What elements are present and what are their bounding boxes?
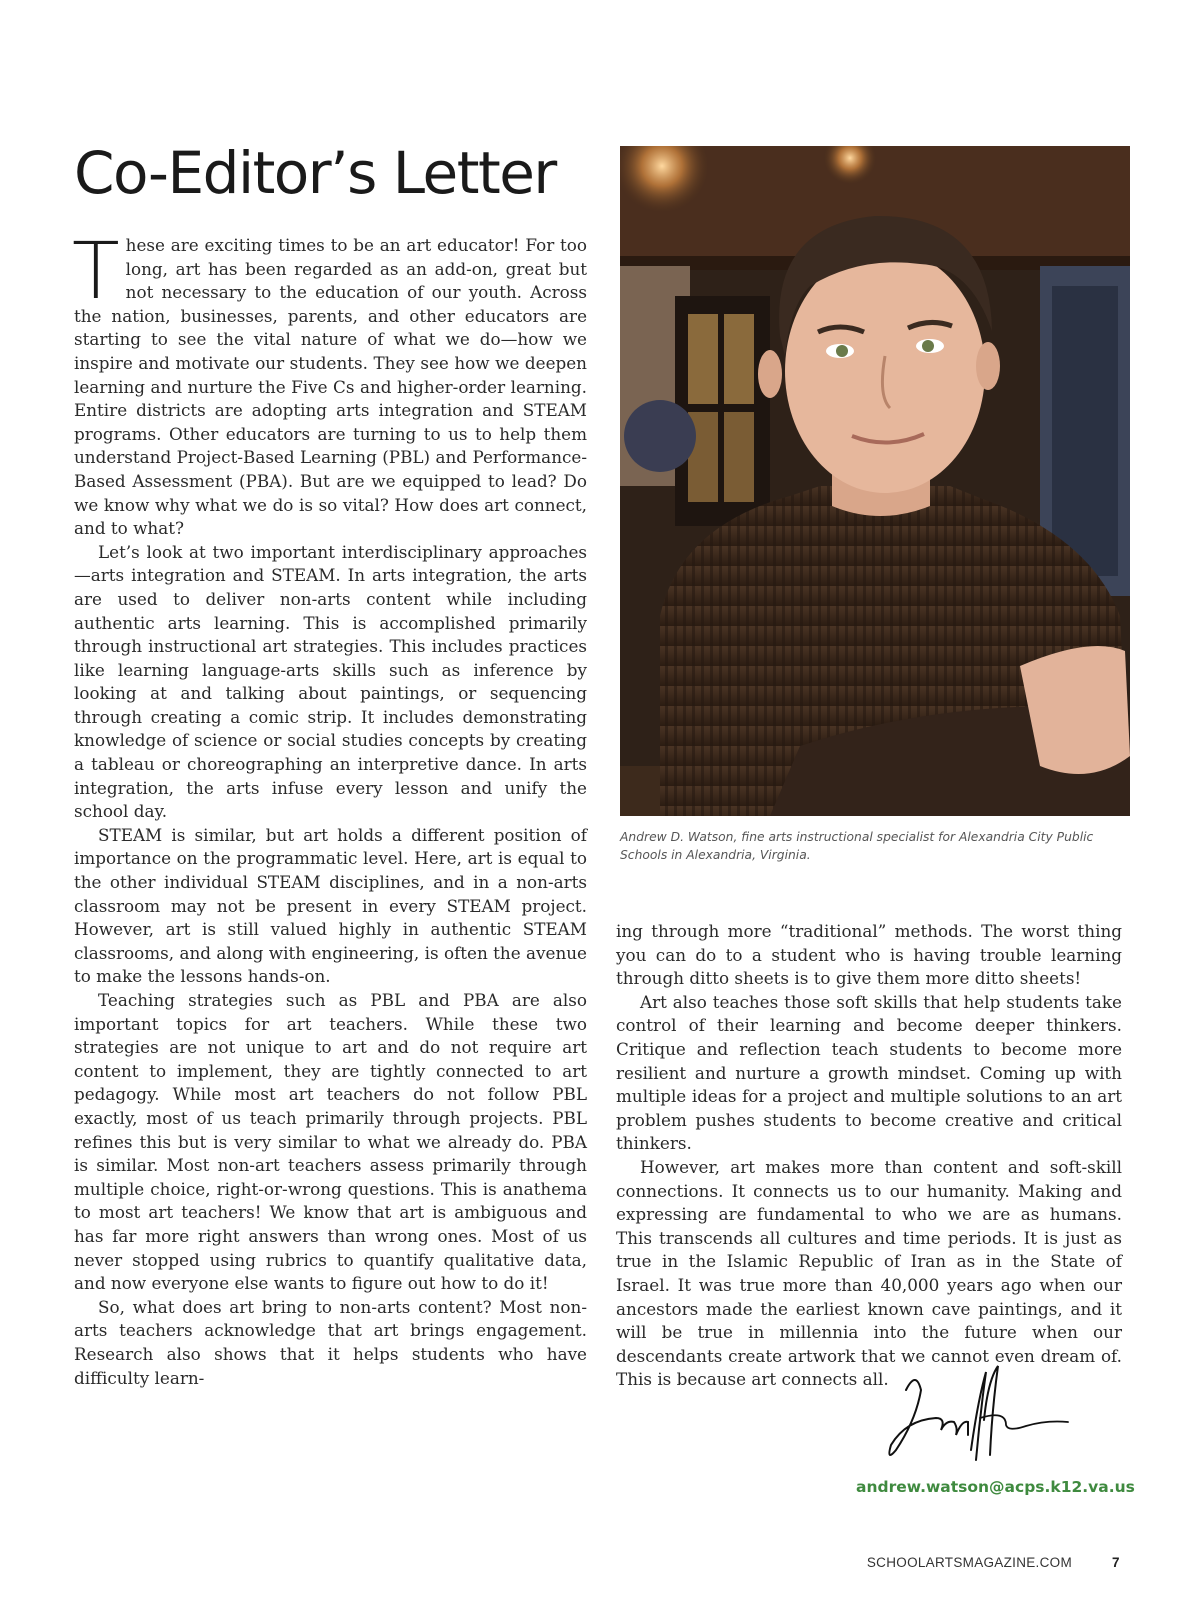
article-column-right bbox=[616, 920, 1122, 1392]
article-paragraph: ing through more “traditional” methods. The worst thing you can do to a student who is having trouble learning through ditto sheets is to give them more ditto sheets! bbox=[616, 921, 1122, 989]
article-paragraph: However, art makes more than content and soft-skill connections. It connects us to our humanity. Making and expressing are fundamental to who we are as humans. This transcends all cultures and time periods. It is just as true in the Islamic Republic of Iran as in the State of Israel. It was true more than 40,000 years ago when our ancestors made the earliest known cave paintings, and it will be true in millennia into the future when our descendants create artwork that we cannot even dream of. This is because art connects all. bbox=[616, 1156, 1122, 1390]
footer-website: SCHOOLARTSMAGAZINE.COM bbox=[866, 1555, 1072, 1570]
signature bbox=[876, 1360, 1076, 1470]
article-paragraph bbox=[72, 227, 587, 541]
photo-caption: Andrew D. Watson, fine arts instructional specialist for Alexandria City Public Schools in Alexandria, Virginia. bbox=[620, 830, 1094, 862]
author-photo bbox=[620, 146, 1130, 816]
paragraph-text: hese are exciting times to be an art educator! For too long, art has been regarded as an add-on, great but not necessary to the education of our youth. Across the nation, businesses, parents, and other educators are starting to see the vital nature of what we do—how we inspire and motivate our students. They see how we deepen learning and nurture the Five Cs and higher-order learning. Entire districts are adopting arts integration and STEAM programs. Other educators are turning to us to help them understand Project-Based Learning (PBL) and Performance-Based Assessment (PBA). But are we equipped to lead? Do we know why what we do is so vital? How does art connect, and to what? bbox=[74, 235, 587, 539]
article-paragraph: STEAM is similar, but art holds a different position of importance on the programmatic level. Here, art is equal to the other individual STEAM disciplines, and in a non-arts classroom may not be present in every STEAM project. However, art is still valued highly in authentic STEAM classrooms, and along with engineering, is often the avenue to make the lessons hands-on. bbox=[74, 824, 587, 987]
article-paragraph: Art also teaches those soft skills that help students take control of their learning and become deeper thinkers. Critique and reflection teach students to become more resilient and nurture a growth mindset. Coming up with multiple ideas for a project and multiple solutions to an art problem pushes students to become creative and critical thinkers. bbox=[616, 991, 1122, 1154]
author-photo-illustration bbox=[620, 146, 1130, 816]
page-title: Co-Editor’s Letter bbox=[74, 139, 556, 207]
drop-cap: T bbox=[72, 227, 120, 317]
page-number: 7 bbox=[1112, 1555, 1120, 1570]
author-email[interactable]: andrew.watson@acps.k12.va.us bbox=[856, 1478, 1135, 1496]
article-paragraph: Let’s look at two important interdisciplinary approaches—arts integration and STEAM. In arts integration, the arts are used to deliver non-arts content while including authentic arts learning. This is accomplished primarily through instructional art strategies. This includes practices like learning language-arts skills such as inference by looking at and talking about paintings, or sequencing through creating a comic strip. It includes demonstrating knowledge of science or social studies concepts by creating a tableau or choreographing an interpretive dance. In arts integration, the arts infuse every lesson and unify the school day. bbox=[74, 541, 587, 822]
article-column-left bbox=[72, 227, 587, 1390]
article-paragraph: Teaching strategies such as PBL and PBA are also important topics for art teachers. While these two strategies are not unique to art and do not require art content to implement, they are tightly connected to art pedagogy. While most art teachers do not follow PBL exactly, most of us teach primarily through projects. PBL refines this but is very similar to what we already do. PBA is similar. Most non-art teachers assess primarily through multiple choice, right-or-wrong questions. This is anathema to most art teachers! We know that art is ambiguous and has far more right answers than wrong ones. Most of us never stopped using rubrics to quantify qualitative data, and now everyone else wants to figure out how to do it! bbox=[74, 990, 587, 1294]
article-paragraph: So, what does art bring to non-arts content? Most non-arts teachers acknowledge that art brings engagement. Research also shows that it helps students who have difficulty learn- bbox=[74, 1296, 587, 1388]
